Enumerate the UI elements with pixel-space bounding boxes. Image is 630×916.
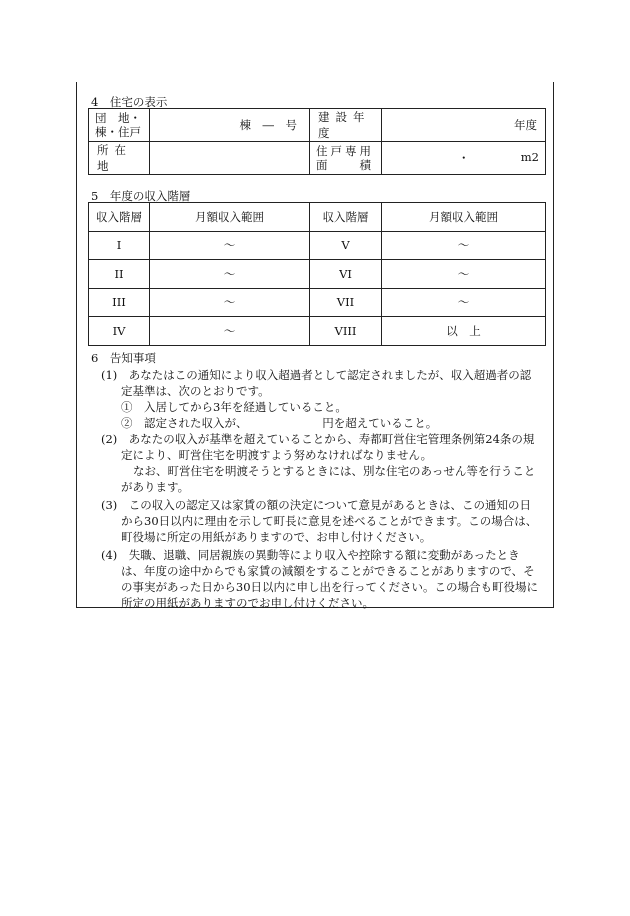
shozaichi-label: 所在地 (89, 142, 150, 175)
table-cell: VIII (310, 317, 382, 346)
area-dot: ・ (458, 151, 470, 165)
table-cell: I (89, 231, 150, 260)
nendo-text: 年度 (514, 118, 537, 132)
notice-line: 定により、町営住宅を明渡すよう努めなければなりません。 (121, 448, 433, 462)
header-cell: 収入階層 (89, 203, 150, 232)
table-cell: ～ (382, 288, 546, 317)
notice-line: は、年度の途中からでも家賃の減額をすることができることがありますので、そ (121, 564, 535, 578)
notice-line: ② 認定された収入が、 円を超えていること。 (121, 416, 438, 430)
income-table (88, 202, 546, 346)
table-cell: ～ (150, 260, 310, 289)
notice-line: 定基準は、次のとおりです。 (121, 384, 270, 398)
notice-line: (4) 失職、退職、同居親族の異動等により収入や控除する額に変動があったとき (101, 548, 520, 562)
table-cell: 以 上 (382, 317, 546, 346)
table-cell: III (89, 288, 150, 317)
notice-line: 所定の用紙がありますのでお申し付けください。 (121, 596, 374, 610)
section4-title: 4 住宅の表示 (91, 95, 168, 109)
notice-line: (2) あなたの収入が基準を超えていることから、寿都町営住宅管理条例第24条の規 (101, 432, 535, 446)
table-row (89, 231, 546, 260)
section5-title: 5 年度の収入階層 (91, 189, 191, 203)
notice-line: 町役場に所定の用紙がありますので、お申し付けください。 (121, 530, 432, 544)
table-cell: IV (89, 317, 150, 346)
sento-label (310, 142, 382, 175)
income-header-row (89, 203, 546, 232)
table-cell: ～ (382, 231, 546, 260)
table-cell: V (310, 231, 382, 260)
area-unit: m2 (520, 150, 539, 164)
table-cell: ～ (382, 260, 546, 289)
table-row (89, 317, 546, 346)
danchi-label-line1: 団 地・ (95, 111, 141, 125)
notice-frame (76, 82, 554, 608)
mune-go-text: 棟 ― 号 (239, 118, 297, 132)
sento-label-line1: 住戸専用 (316, 144, 374, 158)
housing-table (88, 108, 546, 175)
header-cell: 月額収入範囲 (150, 203, 310, 232)
notice-line: (1) あなたはこの通知により収入超過者として認定されましたが、収入超過者の認 (101, 368, 532, 382)
table-cell: VI (310, 260, 382, 289)
danchi-label (89, 109, 150, 142)
header-cell: 収入階層 (310, 203, 382, 232)
notice-line: (3) この収入の認定又は家賃の額の決定について意見があるときは、この通知の日 (101, 498, 532, 512)
kensetsu-label: 建設年度 (310, 109, 382, 142)
nendo-cell (382, 109, 546, 142)
table-cell: ～ (150, 317, 310, 346)
area-cell (382, 142, 546, 175)
table-cell: II (89, 260, 150, 289)
shozaichi-value (150, 142, 310, 175)
table-cell: ～ (150, 231, 310, 260)
notice-line: から30日以内に理由を示して町長に意見を述べることができます。この場合は、 (121, 514, 538, 528)
sento-label-line2: 面 積 (316, 158, 374, 172)
table-row (89, 288, 546, 317)
table-row (89, 260, 546, 289)
mune-go-cell (150, 109, 310, 142)
notice-line: の事実があった日から30日以内に申し出を行ってください。この場合も町役場に (121, 580, 539, 594)
notice-line: ① 入居してから3年を経過していること。 (121, 400, 347, 414)
table-cell: VII (310, 288, 382, 317)
header-cell: 月額収入範囲 (382, 203, 546, 232)
section6-title: 6 告知事項 (91, 351, 156, 365)
table-cell: ～ (150, 288, 310, 317)
notice-line: があります。 (121, 480, 190, 494)
danchi-label-line2: 棟・住戸 (95, 125, 141, 139)
notice-line: なお、町営住宅を明渡そうとするときには、別な住宅のあっせん等を行うこと (133, 464, 536, 478)
